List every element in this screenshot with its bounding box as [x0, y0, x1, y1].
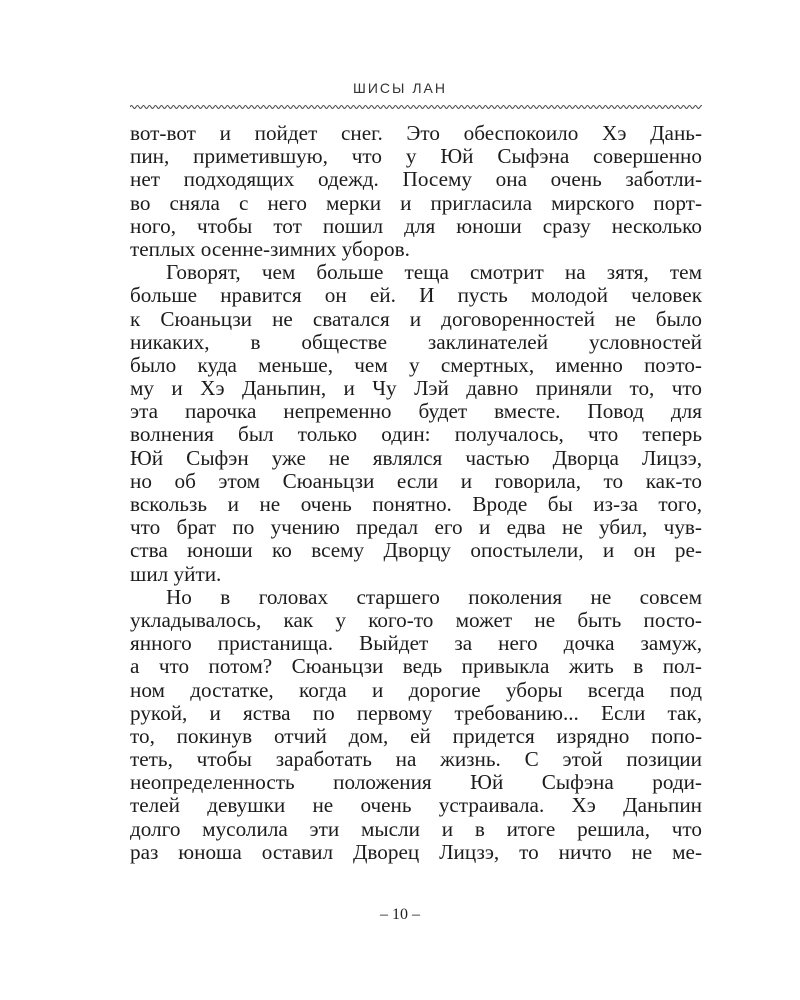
text-line: было куда меньше, чем у смертных, именно поэто- — [130, 352, 702, 377]
text-line: ства юноши ко всему Дворцу опостылели, и он ре- — [130, 538, 702, 563]
text-line: пин, приметившую, что у Юй Сыфэна совершенно — [130, 144, 702, 169]
text-line: но об этом Сюаньцзи если и говорила, то как-то — [130, 468, 702, 493]
text-line: вскользь и не очень понятно. Вроде бы из-за того, — [130, 492, 702, 516]
text-line: вот-вот и пойдет снег. Это обеспокоило Хэ Дань- — [130, 121, 702, 145]
text-line: теплых осенне-зимних уборов. — [130, 236, 410, 261]
text-line: что брат по учению предал его и едва не убил, чув- — [130, 515, 702, 540]
text-line: Юй Сыфэн уже не являлся частью Дворца Лицзэ, — [130, 445, 702, 470]
text-line: янного пристанища. Выйдет за него дочка замуж, — [130, 631, 702, 656]
body-text — [130, 122, 702, 864]
text-line: телей девушки не очень устраивала. Хэ Даньпин — [130, 793, 702, 818]
text-line: нет подходящих одежд. Посему она очень заботли- — [130, 167, 702, 192]
text-line: то, покинув отчий дом, ей придется изрядно попо- — [130, 723, 702, 748]
text-line: к Сюаньцзи не сватался и договоренностей не было — [130, 306, 702, 331]
text-line: во сняла с него мерки и пригласила мирского порт- — [130, 190, 702, 215]
text-line: шил уйти. — [130, 561, 222, 586]
text-line: больше нравится он ей. И пусть молодой человек — [130, 283, 702, 308]
page-number: – 10 – — [380, 906, 420, 923]
text-line: Говорят, чем больше теща смотрит на зятя, тем — [166, 260, 702, 285]
text-line: эта парочка непременно будет вместе. Повод для — [130, 399, 702, 424]
text-line: укладывалось, как у кого-то может не быть посто- — [130, 607, 702, 632]
running-head: ШИСЫ ЛАН — [353, 80, 447, 96]
text-line: а что потом? Сюаньцзи ведь привыкла жить в пол- — [130, 654, 702, 679]
text-line: ном достатке, когда и дорогие уборы всегда под — [130, 677, 702, 702]
text-line: неопределенность положения Юй Сыфэна роди- — [130, 770, 702, 795]
text-line: волнения был только один: получалось, что теперь — [130, 422, 702, 447]
text-line: раз юноша оставил Дворец Лицзэ, то ничто не ме- — [130, 839, 702, 864]
text-line: му и Хэ Даньпин, и Чу Лэй давно приняли то, что — [130, 376, 702, 401]
text-line: рукой, и яства по первому требованию... Если так, — [130, 700, 702, 725]
text-line: Но в головах старшего поколения не совсем — [166, 584, 702, 609]
text-line: никаких, в обществе заклинателей условностей — [130, 329, 702, 354]
wavy-rule — [130, 103, 702, 111]
text-line: теть, чтобы заработать на жизнь. С этой позиции — [130, 747, 702, 772]
text-line: долго мусолила эти мысли и в итоге решила, что — [130, 816, 702, 841]
text-line: ного, чтобы тот пошил для юноши сразу несколько — [130, 213, 702, 238]
